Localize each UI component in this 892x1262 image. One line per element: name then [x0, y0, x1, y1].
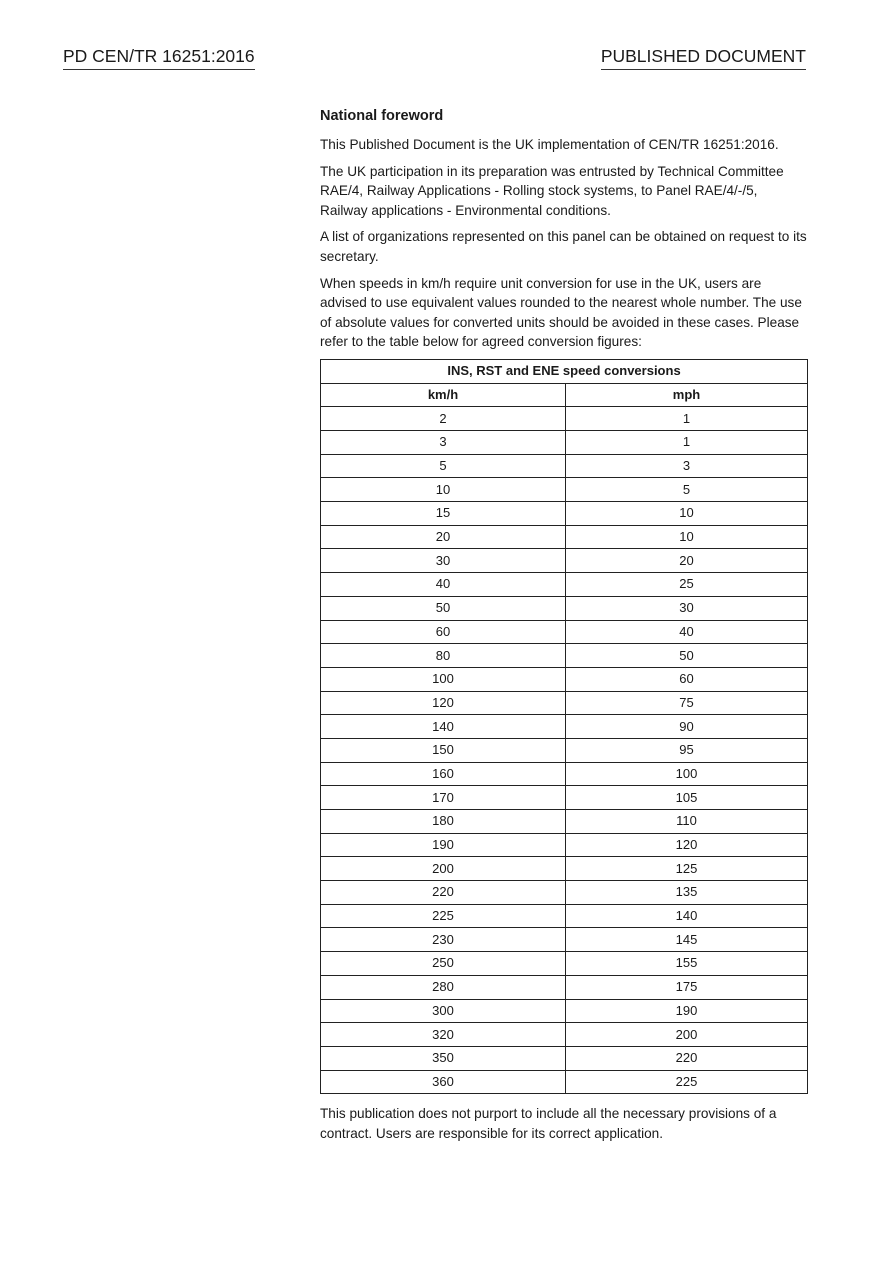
- cell-kmh: 100: [321, 667, 566, 691]
- cell-kmh: 160: [321, 762, 566, 786]
- cell-kmh: 225: [321, 904, 566, 928]
- cell-kmh: 190: [321, 833, 566, 857]
- paragraph-participation: The UK participation in its preparation was entrusted by Technical Committee RAE/4, Railway Applications - Rolling stock systems, to Panel RAE/4/-/5, Railway applications - Environmental conditions.: [320, 163, 784, 218]
- cell-mph: 25: [566, 573, 808, 597]
- cell-mph: 60: [566, 667, 808, 691]
- cell-kmh: 150: [321, 738, 566, 762]
- table-row: [321, 881, 808, 905]
- cell-mph: 220: [566, 1046, 808, 1070]
- cell-mph: 135: [566, 881, 808, 905]
- document-type: PUBLISHED DOCUMENT: [601, 45, 806, 70]
- cell-mph: 95: [566, 738, 808, 762]
- cell-kmh: 50: [321, 596, 566, 620]
- cell-mph: 75: [566, 691, 808, 715]
- cell-mph: 10: [566, 502, 808, 526]
- cell-kmh: 220: [321, 881, 566, 905]
- table-caption-row: [321, 359, 808, 383]
- table-header-row: [321, 383, 808, 407]
- cell-kmh: 20: [321, 525, 566, 549]
- cell-mph: 100: [566, 762, 808, 786]
- cell-mph: 200: [566, 1023, 808, 1047]
- table-row: [321, 478, 808, 502]
- cell-kmh: 320: [321, 1023, 566, 1047]
- paragraph-closing: This publication does not purport to include all the necessary provisions of a contract. Users are responsible for its correct application.: [320, 1106, 777, 1141]
- cell-kmh: 2: [321, 407, 566, 431]
- paragraph-organizations: A list of organizations represented on this panel can be obtained on request to its secretary.: [320, 229, 807, 264]
- cell-mph: 5: [566, 478, 808, 502]
- section-title: National foreword: [320, 108, 444, 124]
- cell-mph: 40: [566, 620, 808, 644]
- table-row: [321, 620, 808, 644]
- table-row: [321, 738, 808, 762]
- cell-kmh: 250: [321, 952, 566, 976]
- cell-mph: 3: [566, 454, 808, 478]
- table-row: [321, 715, 808, 739]
- cell-kmh: 200: [321, 857, 566, 881]
- table-row: [321, 999, 808, 1023]
- table-row: [321, 857, 808, 881]
- table-row: [321, 596, 808, 620]
- cell-mph: 145: [566, 928, 808, 952]
- cell-kmh: 10: [321, 478, 566, 502]
- cell-kmh: 350: [321, 1046, 566, 1070]
- cell-kmh: 30: [321, 549, 566, 573]
- cell-mph: 155: [566, 952, 808, 976]
- cell-kmh: 120: [321, 691, 566, 715]
- cell-mph: 120: [566, 833, 808, 857]
- column-header-kmh: km/h: [321, 383, 566, 407]
- table-row: [321, 1046, 808, 1070]
- cell-mph: 10: [566, 525, 808, 549]
- document-id: PD CEN/TR 16251:2016: [63, 45, 255, 70]
- table-row: [321, 810, 808, 834]
- table-row: [321, 833, 808, 857]
- table-row: [321, 1023, 808, 1047]
- table-row: [321, 691, 808, 715]
- cell-kmh: 15: [321, 502, 566, 526]
- table-row: [321, 407, 808, 431]
- table-row: [321, 786, 808, 810]
- cell-kmh: 280: [321, 975, 566, 999]
- table-row: [321, 525, 808, 549]
- foreword-section: [320, 106, 808, 1150]
- cell-kmh: 80: [321, 644, 566, 668]
- table-row: [321, 1070, 808, 1094]
- column-header-mph: mph: [566, 383, 808, 407]
- cell-mph: 175: [566, 975, 808, 999]
- cell-mph: 50: [566, 644, 808, 668]
- cell-kmh: 360: [321, 1070, 566, 1094]
- table-row: [321, 952, 808, 976]
- cell-kmh: 180: [321, 810, 566, 834]
- table-row: [321, 573, 808, 597]
- cell-mph: 190: [566, 999, 808, 1023]
- cell-mph: 30: [566, 596, 808, 620]
- table-body: [321, 407, 808, 1094]
- table-row: [321, 762, 808, 786]
- cell-mph: 1: [566, 431, 808, 455]
- table-row: [321, 431, 808, 455]
- table-row: [321, 644, 808, 668]
- cell-mph: 110: [566, 810, 808, 834]
- table-row: [321, 904, 808, 928]
- cell-kmh: 60: [321, 620, 566, 644]
- cell-mph: 125: [566, 857, 808, 881]
- table-row: [321, 928, 808, 952]
- paragraph-conversion-note: When speeds in km/h require unit conversion for use in the UK, users are advised to use equivalent values rounded to the nearest whole number. The use of absolute values for converted units should be avoided in these cases. Please refer to the table below for agreed conversion figures:: [320, 275, 802, 350]
- cell-kmh: 40: [321, 573, 566, 597]
- cell-mph: 140: [566, 904, 808, 928]
- table-row: [321, 502, 808, 526]
- cell-kmh: 3: [321, 431, 566, 455]
- cell-mph: 20: [566, 549, 808, 573]
- table-row: [321, 975, 808, 999]
- cell-kmh: 170: [321, 786, 566, 810]
- table-row: [321, 667, 808, 691]
- cell-kmh: 140: [321, 715, 566, 739]
- cell-kmh: 230: [321, 928, 566, 952]
- cell-mph: 225: [566, 1070, 808, 1094]
- table-row: [321, 549, 808, 573]
- cell-mph: 90: [566, 715, 808, 739]
- speed-conversion-table: [320, 359, 808, 1094]
- table-caption: INS, RST and ENE speed conversions: [321, 359, 808, 383]
- paragraph-implementation: This Published Document is the UK implementation of CEN/TR 16251:2016.: [320, 137, 779, 152]
- table-row: [321, 454, 808, 478]
- cell-kmh: 300: [321, 999, 566, 1023]
- cell-mph: 1: [566, 407, 808, 431]
- cell-kmh: 5: [321, 454, 566, 478]
- cell-mph: 105: [566, 786, 808, 810]
